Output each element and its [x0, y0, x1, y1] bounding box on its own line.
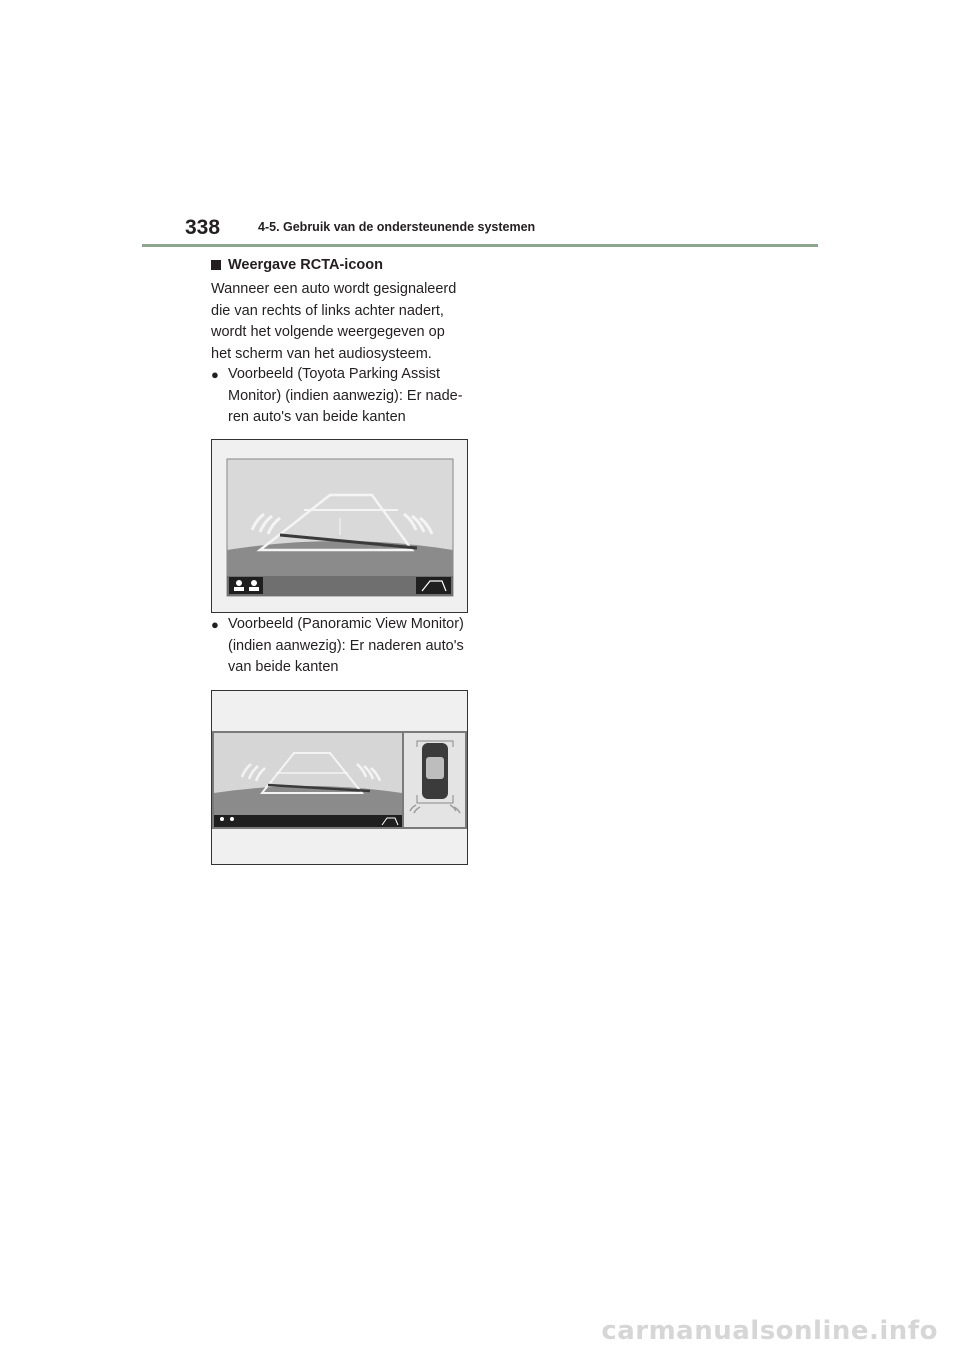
bullet-item-parking-assist	[211, 364, 473, 429]
panoramic-view-monitor-illustration	[211, 690, 468, 865]
guide-line-toggle-icon	[416, 577, 451, 594]
header-divider	[142, 244, 818, 247]
black-circle-bullet-icon: ●	[211, 617, 219, 632]
bullet-line: (indien aanwezig): Er naderen auto's	[228, 637, 464, 654]
intro-line: die van rechts of links achter nadert,	[211, 302, 444, 319]
panoramic-screen-graphic	[212, 691, 467, 864]
bullet-line: Voorbeeld (Toyota Parking Assist	[228, 366, 440, 382]
page-number: 338	[185, 216, 221, 239]
subsection-heading	[211, 255, 383, 275]
intro-paragraph	[211, 279, 473, 365]
black-circle-bullet-icon: ●	[211, 367, 219, 382]
rear-camera-screen-graphic	[212, 440, 467, 612]
bullet-text	[228, 364, 473, 429]
watermark-logo: carmanualsonline.info	[601, 1316, 938, 1346]
subsection-heading-text: Weergave RCTA-icoon	[228, 257, 383, 273]
bullet-line: van beide kanten	[228, 659, 339, 675]
bullet-text	[228, 614, 473, 679]
bullet-line: Voorbeeld (Panoramic View Monitor)	[228, 616, 464, 632]
bullet-line: ren auto's van beide kanten	[228, 409, 406, 425]
bullet-line: Monitor) (indien aanwezig): Er nade-	[228, 387, 463, 404]
section-title: 4-5. Gebruik van de ondersteunende systemen	[258, 220, 536, 234]
parking-assist-monitor-illustration	[211, 439, 468, 613]
intro-line: wordt het volgende weergegeven op	[211, 324, 445, 340]
bullet-item-panoramic-view	[211, 614, 473, 679]
rcta-car-icon	[229, 577, 263, 594]
intro-line: het scherm van het audiosysteem.	[211, 345, 432, 362]
black-square-icon	[211, 260, 221, 270]
intro-line: Wanneer een auto wordt gesignaleerd	[211, 281, 457, 297]
